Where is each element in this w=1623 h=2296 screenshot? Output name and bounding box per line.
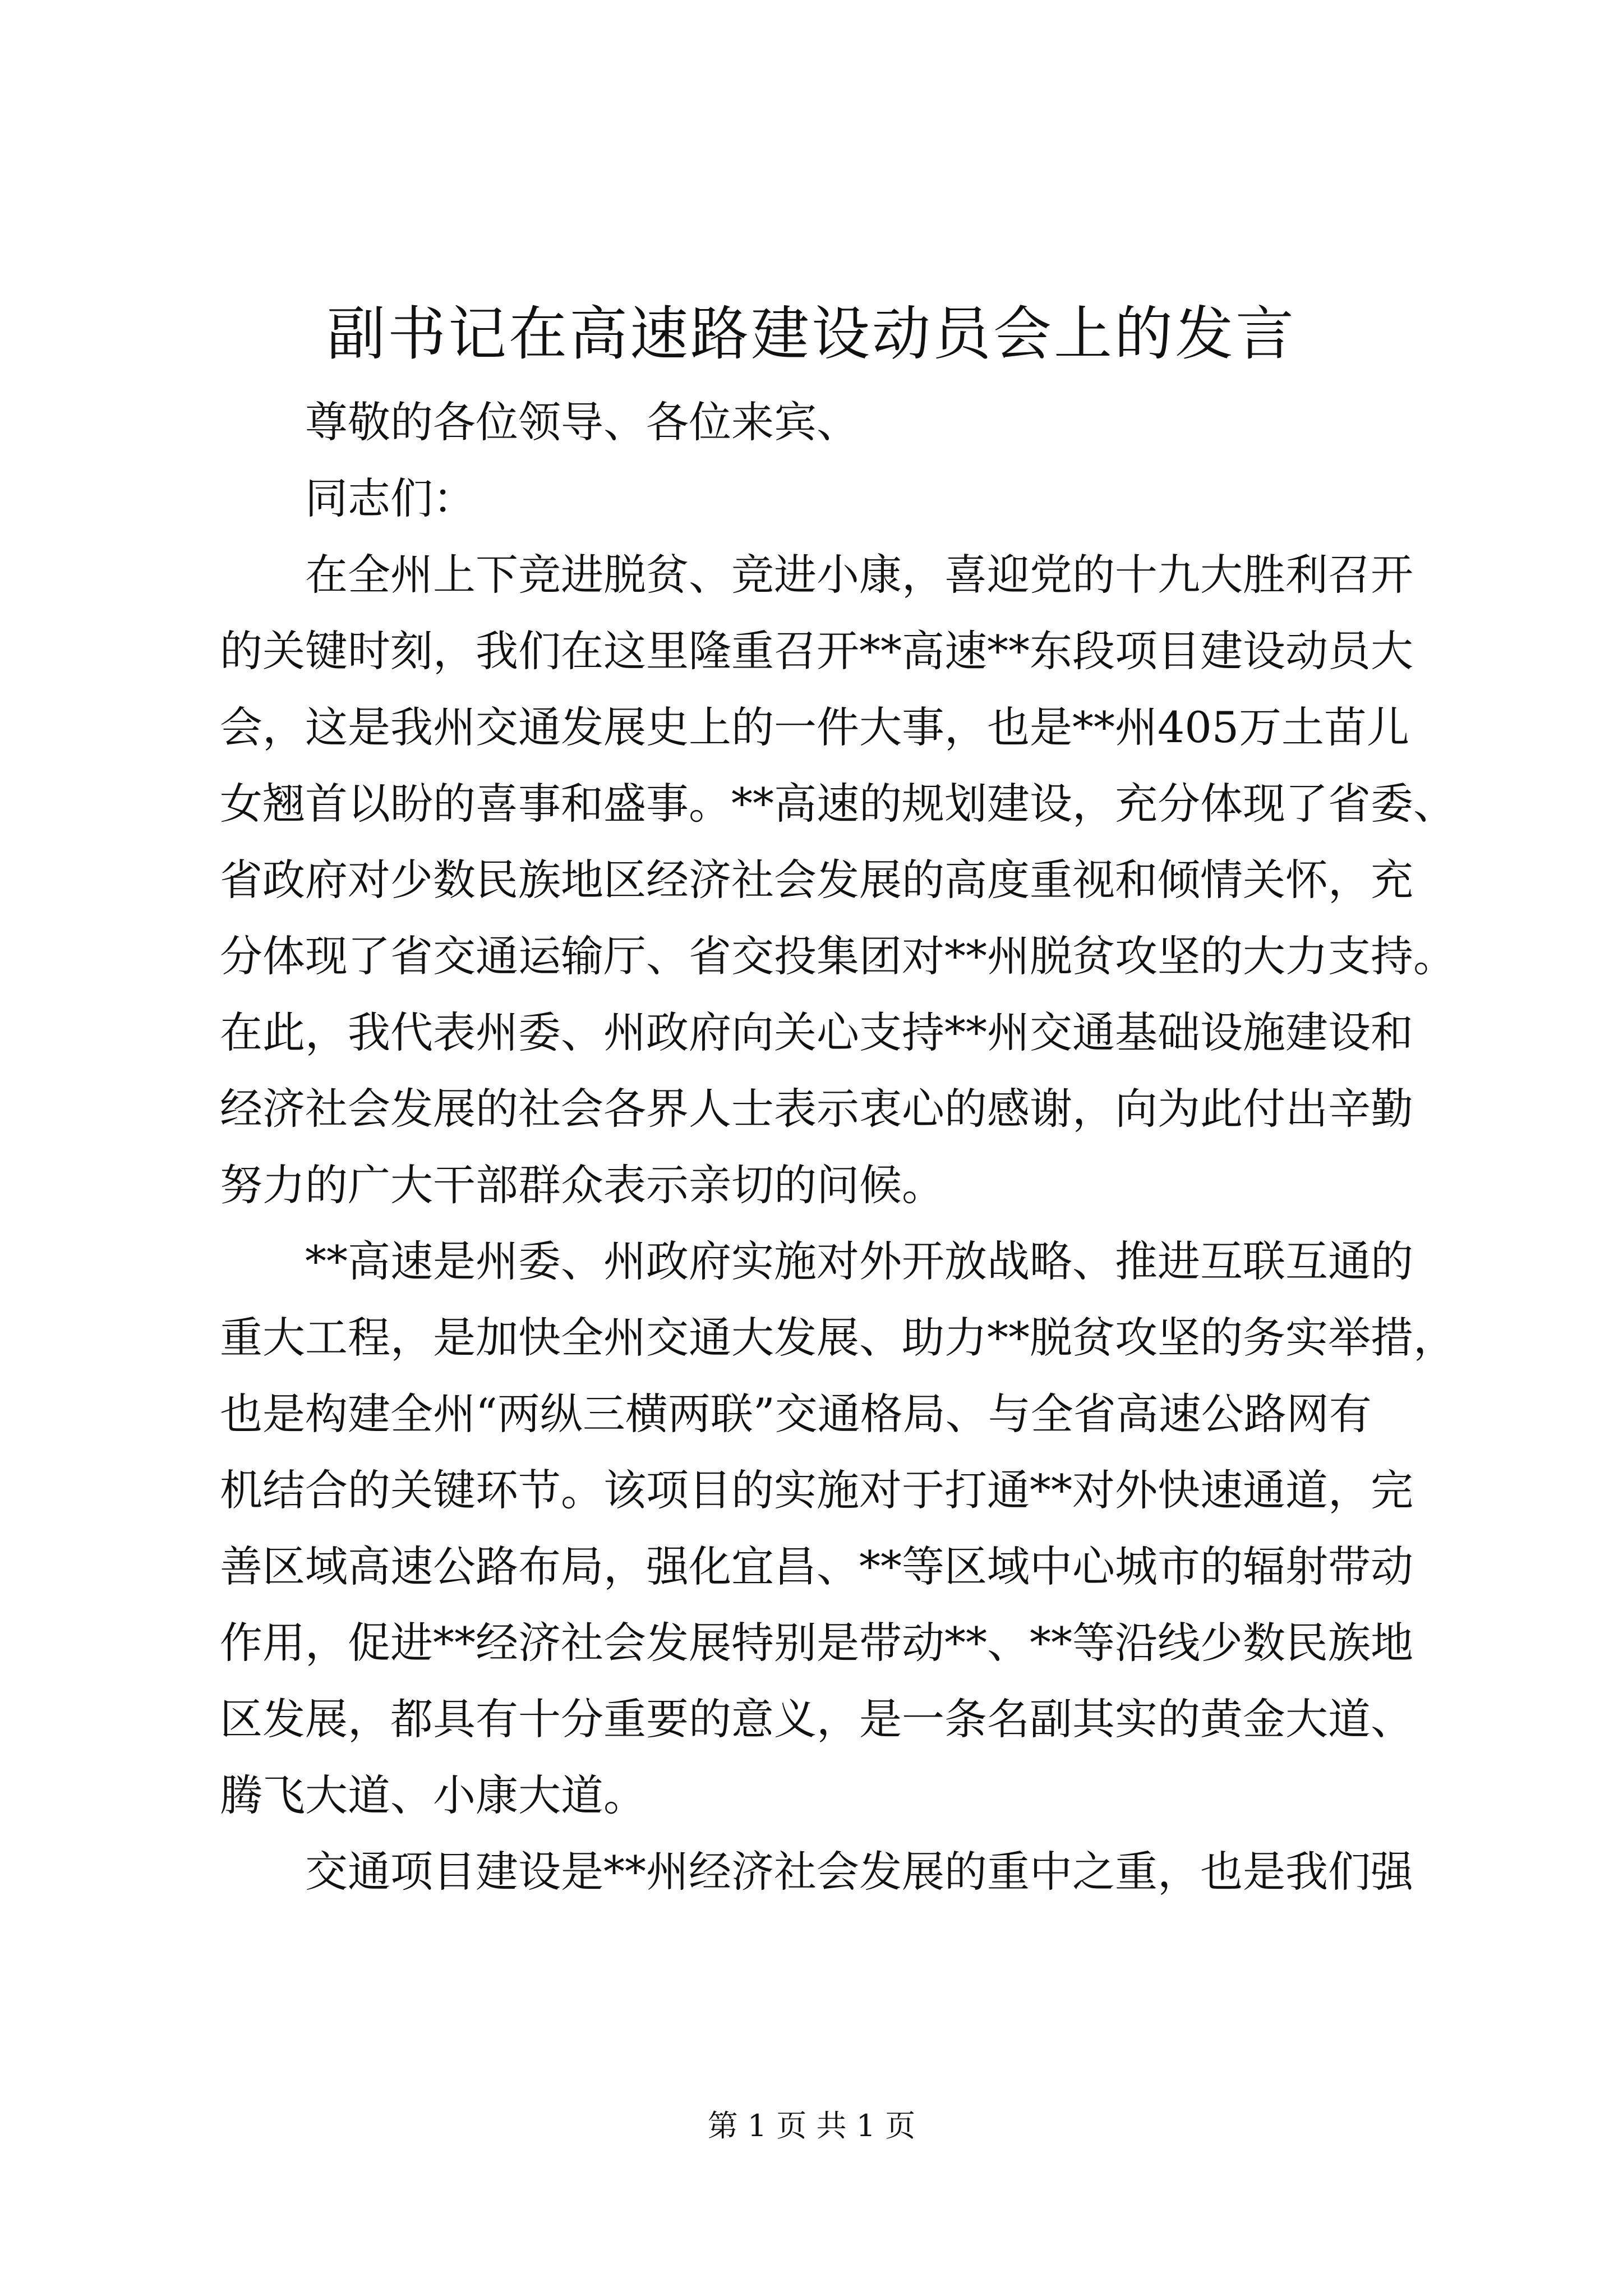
text-line: **高速是州委、州政府实施对外开放战略、推进互联互通的 [305,1236,1413,1286]
text-line: 女翘首以盼的喜事和盛事。**高速的规划建设，充分体现了省委、 [220,779,1456,829]
document-title: 副书记在高速路建设动员会上的发言 [326,300,1296,368]
page-footer: 第 1 页 共 1 页 [707,2108,916,2143]
text-line: 同志们： [305,473,476,523]
text-line: 分体现了省交通运输厅、省交投集团对**州脱贫攻坚的大力支持。 [220,931,1456,981]
text-line: 作用，促进**经济社会发展特别是带动**、**等沿线少数民族地 [220,1618,1413,1668]
text-line: 也是构建全州“两纵三横两联”交通格局、与全省高速公路网有 [220,1389,1372,1439]
document-body [220,384,1456,1910]
text-line: 在此，我代表州委、州政府向关心支持**州交通基础设施建设和 [220,1007,1413,1057]
text-line: 区发展，都具有十分重要的意义，是一条名副其实的黄金大道、 [220,1694,1413,1744]
text-line: 尊敬的各位领导、各位来宾、 [305,397,859,447]
text-line: 机结合的关键环节。该项目的实施对于打通**对外快速通道，完 [220,1465,1413,1515]
text-line: 重大工程，是加快全州交通大发展、助力**脱贫攻坚的务实举措， [220,1313,1456,1363]
text-line: 交通项目建设是**州经济社会发展的重中之重，也是我们强 [305,1847,1413,1897]
text-line: 会，这是我州交通发展史上的一件大事，也是**州405万土苗儿 [220,702,1410,752]
text-line: 腾飞大道、小康大道。 [220,1770,646,1820]
text-line: 的关键时刻，我们在这里隆重召开**高速**东段项目建设动员大 [220,626,1413,676]
text-line: 经济社会发展的社会各界人士表示衷心的感谢，向为此付出辛勤 [220,1084,1413,1134]
text-line: 善区域高速公路布局，强化宜昌、**等区域中心城市的辐射带动 [220,1542,1413,1591]
text-line: 努力的广大干部群众表示亲切的问候。 [220,1160,944,1210]
text-line: 在全州上下竞进脱贫、竞进小康，喜迎党的十九大胜利召开 [305,550,1413,600]
text-line: 省政府对少数民族地区经济社会发展的高度重视和倾情关怀，充 [220,855,1413,905]
